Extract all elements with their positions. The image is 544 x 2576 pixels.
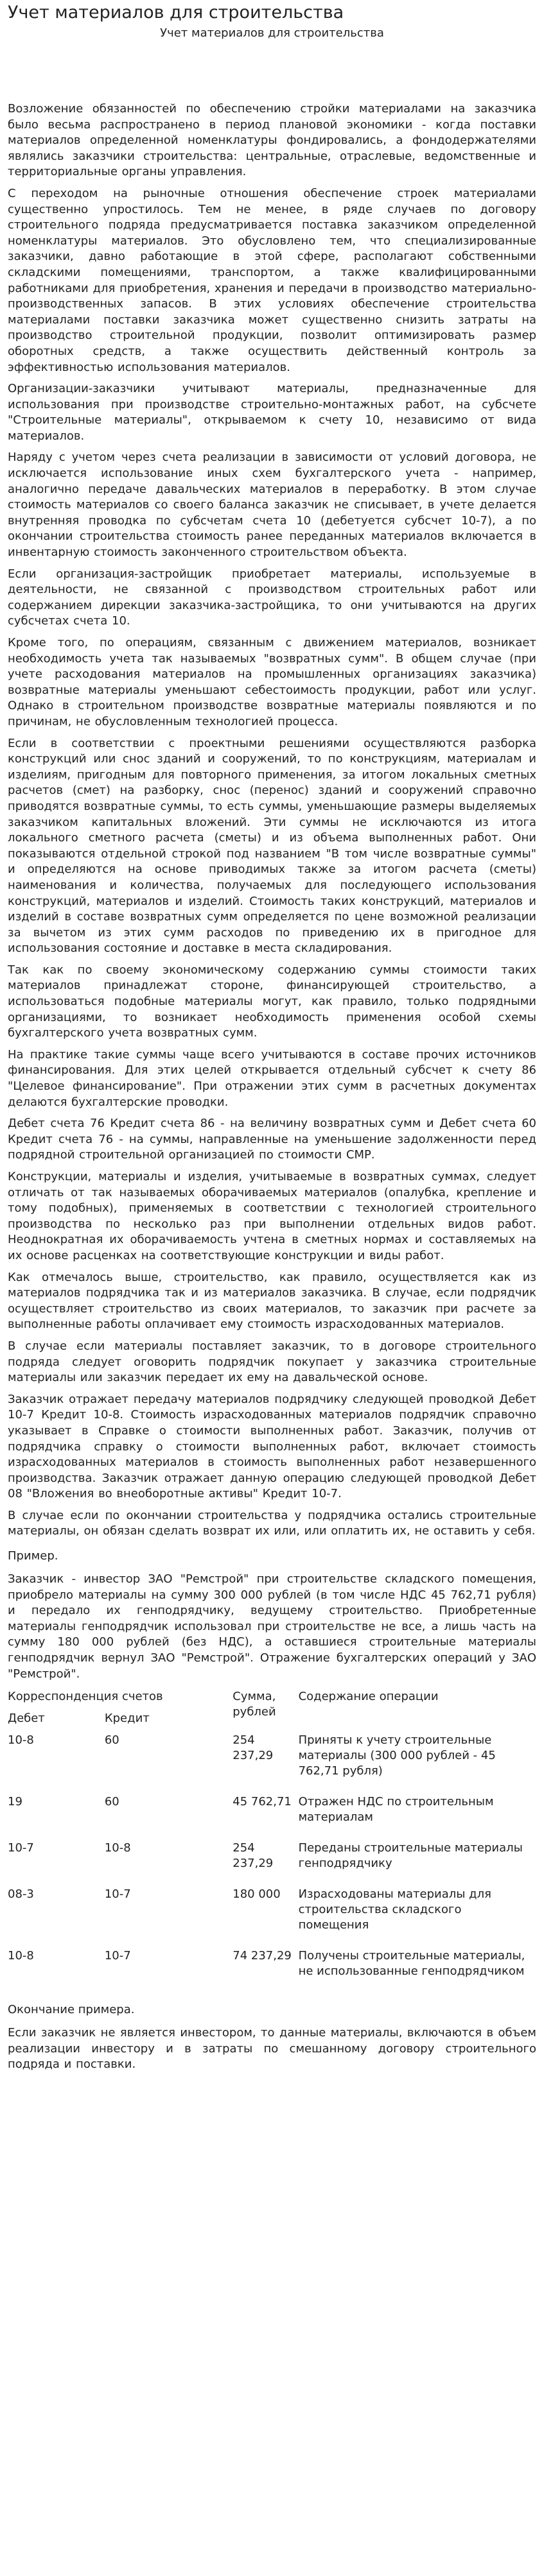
cell-credit: 10-8: [104, 1841, 131, 1855]
paragraph: Возложение обязанностей по обеспечению стройки материалами на заказчика было весьма распространено в период плановой экономики - когда поставки материалов определенной номенклатуры фондировались, а фондодержателями являлись заказчики строительства: центральные, отраслевые, ведомственные и территориальные органы управления.: [8, 102, 536, 179]
header-correspondence: Корреспонденция счетов: [8, 1690, 163, 1704]
cell-debit: 10-8: [8, 1949, 34, 1963]
cell-operation: Израсходованы материалы для строительства складского помещения: [298, 1887, 491, 1932]
cell-operation: Получены строительные материалы, не использованные генподрядчиком: [298, 1949, 525, 1979]
cell-debit: 10-8: [8, 1733, 34, 1747]
page-title: Учет материалов для строительства: [8, 3, 344, 22]
paragraph: Заказчик отражает передачу материалов подрядчику следующей проводкой Дебет 10-7 Кредит 10-8. Стоимость израсходованных материалов подрядчик справочно указывает в Справке о стоимости выполненных работ. Заказчик, получив от подрядчика справку о стоимости выполненных работ, включает стоимость израсходованных материалов в стоимость выполненных работ незавершенного производства. Заказчик отражает данную операцию следующей проводкой Дебет 08 "Вложения во внеоборотные активы" Кредит 10-7.: [8, 1392, 536, 1501]
paragraph: Если организация-застройщик приобретает материалы, используемые в деятельности, не связанной с производством строительных работ или содержанием дирекции заказчика-застройщика, то они учитываются на других субсчетах счета 10.: [8, 567, 536, 628]
cell-credit: 60: [104, 1733, 119, 1747]
example-end-label: Окончание примера.: [8, 2003, 135, 2017]
cell-debit: 10-7: [8, 1841, 34, 1855]
paragraph: Кроме того, по операциям, связанным с движением материалов, возникает необходимость учета так называемых "возвратных сумм". В общем случае (при учете расходования материалов на промышленных организациях заказчика) возвратные материалы уменьшают себестоимость продукции, работ или услуг. Однако в строительном производстве возвратные материалы появляются и по причинам, не обусловленным технологией процесса.: [8, 636, 536, 728]
paragraph: В случае если по окончании строительства у подрядчика остались строительные материалы, он обязан сделать возврат их или, или оплатить их, не оставить у себя.: [8, 1508, 536, 1538]
table-row: [8, 1839, 529, 1885]
header-amount: Сумма, рублей: [233, 1690, 276, 1719]
cell-amount: 254 237,29: [233, 1841, 274, 1871]
paragraph: Дебет счета 76 Кредит счета 86 - на величину возвратных сумм и Дебет счета 60 Кредит счета 76 - на суммы, направленные на уменьшение задолженности перед подрядной строительной организацией по стоимости СМР.: [8, 1117, 536, 1162]
cell-amount: 180 000: [233, 1887, 281, 1902]
table-header-row: [8, 1688, 529, 1710]
header-credit: Кредит: [104, 1712, 150, 1726]
paragraph: Конструкции, материалы и изделия, учитываемые в возвратных суммах, следует отличать от так называемых оборачиваемых материалов (опалубка, крепление и тому подобных), применяемых в соответствии с технологией строительного производства по несколько раз при выполнении отдельных видов работ. Неоднократная их оборачиваемость учтена в сметных нормах и составляемых на их основе расценках на соответствующие конструкции и виды работ.: [8, 1170, 536, 1262]
cell-credit: 10-7: [104, 1887, 131, 1902]
paragraph: На практике такие суммы чаще всего учитываются в составе прочих источников финансирования. Для этих целей открывается отдельный субсчет к счету 86 "Целевое финансирование". При отражении этих сумм в расчетных документах делаются бухгалтерские проводки.: [8, 1047, 536, 1109]
cell-operation: Переданы строительные материалы генподрядчику: [298, 1841, 523, 1871]
cell-operation: Отражен НДС по строительным материалам: [298, 1795, 494, 1825]
page-subtitle: Учет материалов для строительства: [160, 26, 384, 40]
table-row: [8, 1793, 529, 1839]
paragraph: Как отмечалось выше, строительство, как правило, осуществляется как из материалов подрядчика так и из материалов заказчика. В случае, если подрядчик осуществляет строительство из своих материалов, то заказчик при расчете за выполненные работы оплачивает ему стоимость израсходованных материалов.: [8, 1270, 536, 1332]
example-description: Заказчик - инвестор ЗАО "Ремстрой" при строительстве складского помещения, приобрело материалы на сумму 300 000 рублей (в том числе НДС 45 762,71 рубля) и передало их генподрядчику, ведущему строительство. Приобретенные материалы генподрядчик использовал при строительстве не все, а лишь часть на сумму 180 000 рублей (без НДС), а оставшиеся строительные материалы генподрядчик вернул ЗАО "Ремстрой". Отражение бухгалтерских операций у ЗАО "Ремстрой".: [8, 1572, 536, 1681]
cell-amount: 254 237,29: [233, 1733, 274, 1763]
cell-amount: 45 762,71: [233, 1795, 292, 1809]
paragraph: Организации-заказчики учитывают материалы, предназначенные для использования при производстве строительно-монтажных работ, на субсчете "Строительные материалы", открываемом к счету 10, независимо от вида материалов.: [8, 382, 536, 443]
accounting-entries-table: [8, 1688, 529, 1993]
header-operation: Содержание операции: [298, 1690, 439, 1704]
table-row: [8, 1885, 529, 1947]
cell-credit: 10-7: [104, 1949, 131, 1963]
paragraph: Наряду с учетом через счета реализации в зависимости от условий договора, не исключается использование иных схем бухгалтерского учета - например, аналогично передаче давальческих материалов в переработку. В этом случае стоимость материалов со своего баланса заказчик не списывает, в учете делается внутренняя проводка по субсчетам счета 10 (дебетуется субсчет 10-7), а по окончании строительства стоимость ранее переданных материалов включается в инвентарную стоимость законченного строительством объекта.: [8, 451, 536, 560]
cell-debit: 19: [8, 1795, 22, 1809]
cell-credit: 60: [104, 1795, 119, 1809]
paragraph: Так как по своему экономическому содержанию суммы стоимости таких материалов принадлежат стороне, финансирующей строительство, а использоваться подобные материалы могут, как правило, только подрядными организациями, то возникает необходимость применения особой схемы бухгалтерского учета возвратных сумм.: [8, 963, 536, 1040]
example-label: Пример.: [8, 1549, 58, 1563]
table-row: [8, 1731, 529, 1793]
paragraph: С переходом на рыночные отношения обеспечение строек материалами существенно упростилось. Тем не менее, в ряде случаев по договору строительного подряда предусматривается поставка заказчиком определенной номенклатуры материалов. Это обусловлено тем, что специализированные заказчики, давно работающие в этой сфере, располагают собственными складскими помещениями, транспортом, а также квалифицированными работниками для приобретения, хранения и передачи в производство материально-производственных запасов. В этих условиях обеспечение строительства материалами поставки заказчика может существенно снизить затраты на производство строительной продукции, позволит оптимизировать размер оборотных средств, а также осуществить действенный контроль за эффективностью использования материалов.: [8, 186, 536, 374]
header-debit: Дебет: [8, 1712, 45, 1726]
cell-operation: Приняты к учету строительные материалы (300 000 рублей - 45 762,71 рубля): [298, 1733, 496, 1778]
paragraph: В случае если материалы поставляет заказчик, то в договоре строительного подряда следует оговорить подрядчик покупает у заказчика строительные материалы или заказчик передает их ему на давальческой основе.: [8, 1339, 536, 1385]
cell-amount: 74 237,29: [233, 1949, 292, 1963]
table-row: [8, 1947, 529, 1993]
paragraph: Если в соответствии с проектными решениями осуществляются разборка конструкций или снос зданий и сооружений, то по конструкциям, материалам и изделиям, пригодным для повторного применения, за итогом локальных сметных расчетов (смет) на разборку, снос (перенос) зданий и сооружений справочно приводятся возвратные суммы, то есть суммы, уменьшающие размеры выделяемых заказчиком капитальных вложений. Эти суммы не исключаются из итога локального сметного расчета (сметы) и из объема выполненных работ. Они показываются отдельной строкой под названием "В том числе возвратные суммы" и определяются на основе приводимых также за итогом расчета (сметы) наименования и количества, получаемых для последующего использования конструкций, материалов и изделий. Стоимость таких конструкций, материалов и изделий в составе возвратных сумм определяется по цене возможной реализации за вычетом из этих сумм расходов по приведению их в пригодное для использования состояние и доставке в места складирования.: [8, 736, 536, 956]
cell-debit: 08-3: [8, 1887, 34, 1902]
closing-paragraph: Если заказчик не является инвестором, то данные материалы, включаются в объем реализации инвестору и в затраты по смешанному договору строительного подряда и поставки.: [8, 2026, 536, 2072]
